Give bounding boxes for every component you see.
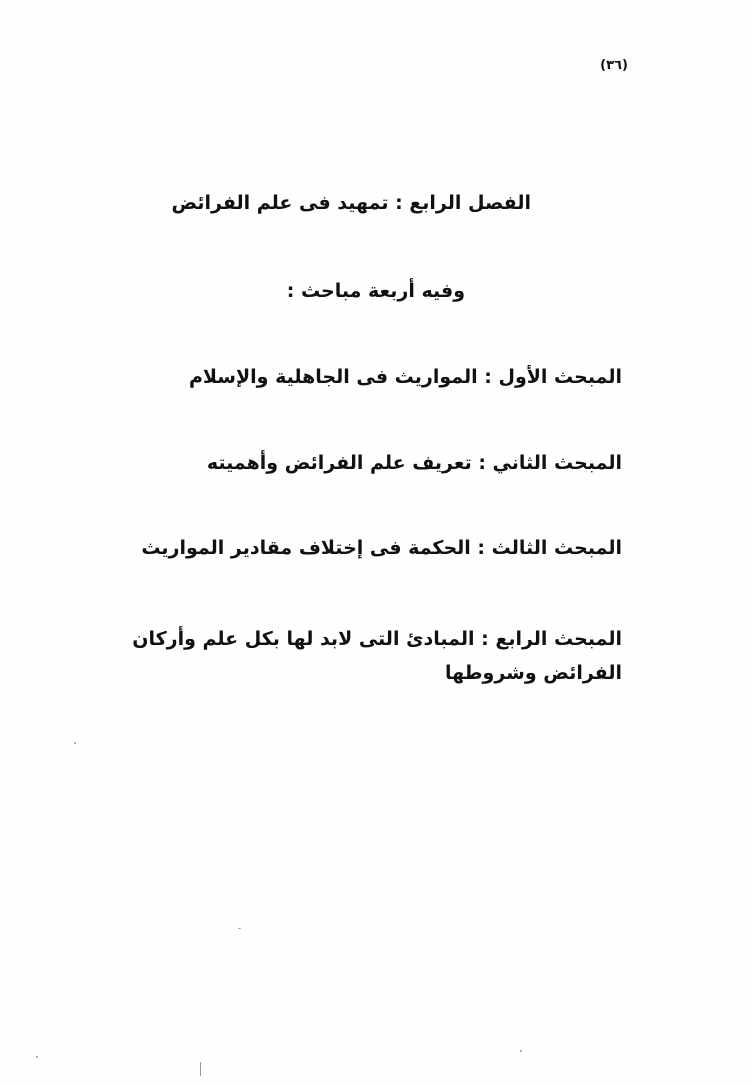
page-number: (٣٦): [600, 58, 628, 73]
topic-item-3: المبحث الثالث : الحكمة فى إختلاف مقادير المواريث: [141, 537, 622, 559]
scan-speck: [36, 1056, 38, 1058]
scan-speck: [74, 742, 76, 744]
chapter-title: الفصل الرابع : تمهيد فى علم الفرائض: [171, 192, 531, 214]
scan-speck: [520, 1050, 522, 1052]
topic-item-4: المبحث الرابع : المبادئ التى لابد لها بكل علم وأركان الفرائض وشروطها: [132, 628, 622, 684]
scan-speck: [238, 928, 241, 929]
topic-item-1: المبحث الأول : المواريث فى الجاهلية والإسلام: [188, 366, 622, 388]
intro-line: وفيه أربعة مباحث :: [286, 280, 465, 302]
scan-speck: [200, 1062, 201, 1076]
topic-item-2: المبحث الثاني : تعريف علم الفرائض وأهميته: [206, 452, 622, 474]
